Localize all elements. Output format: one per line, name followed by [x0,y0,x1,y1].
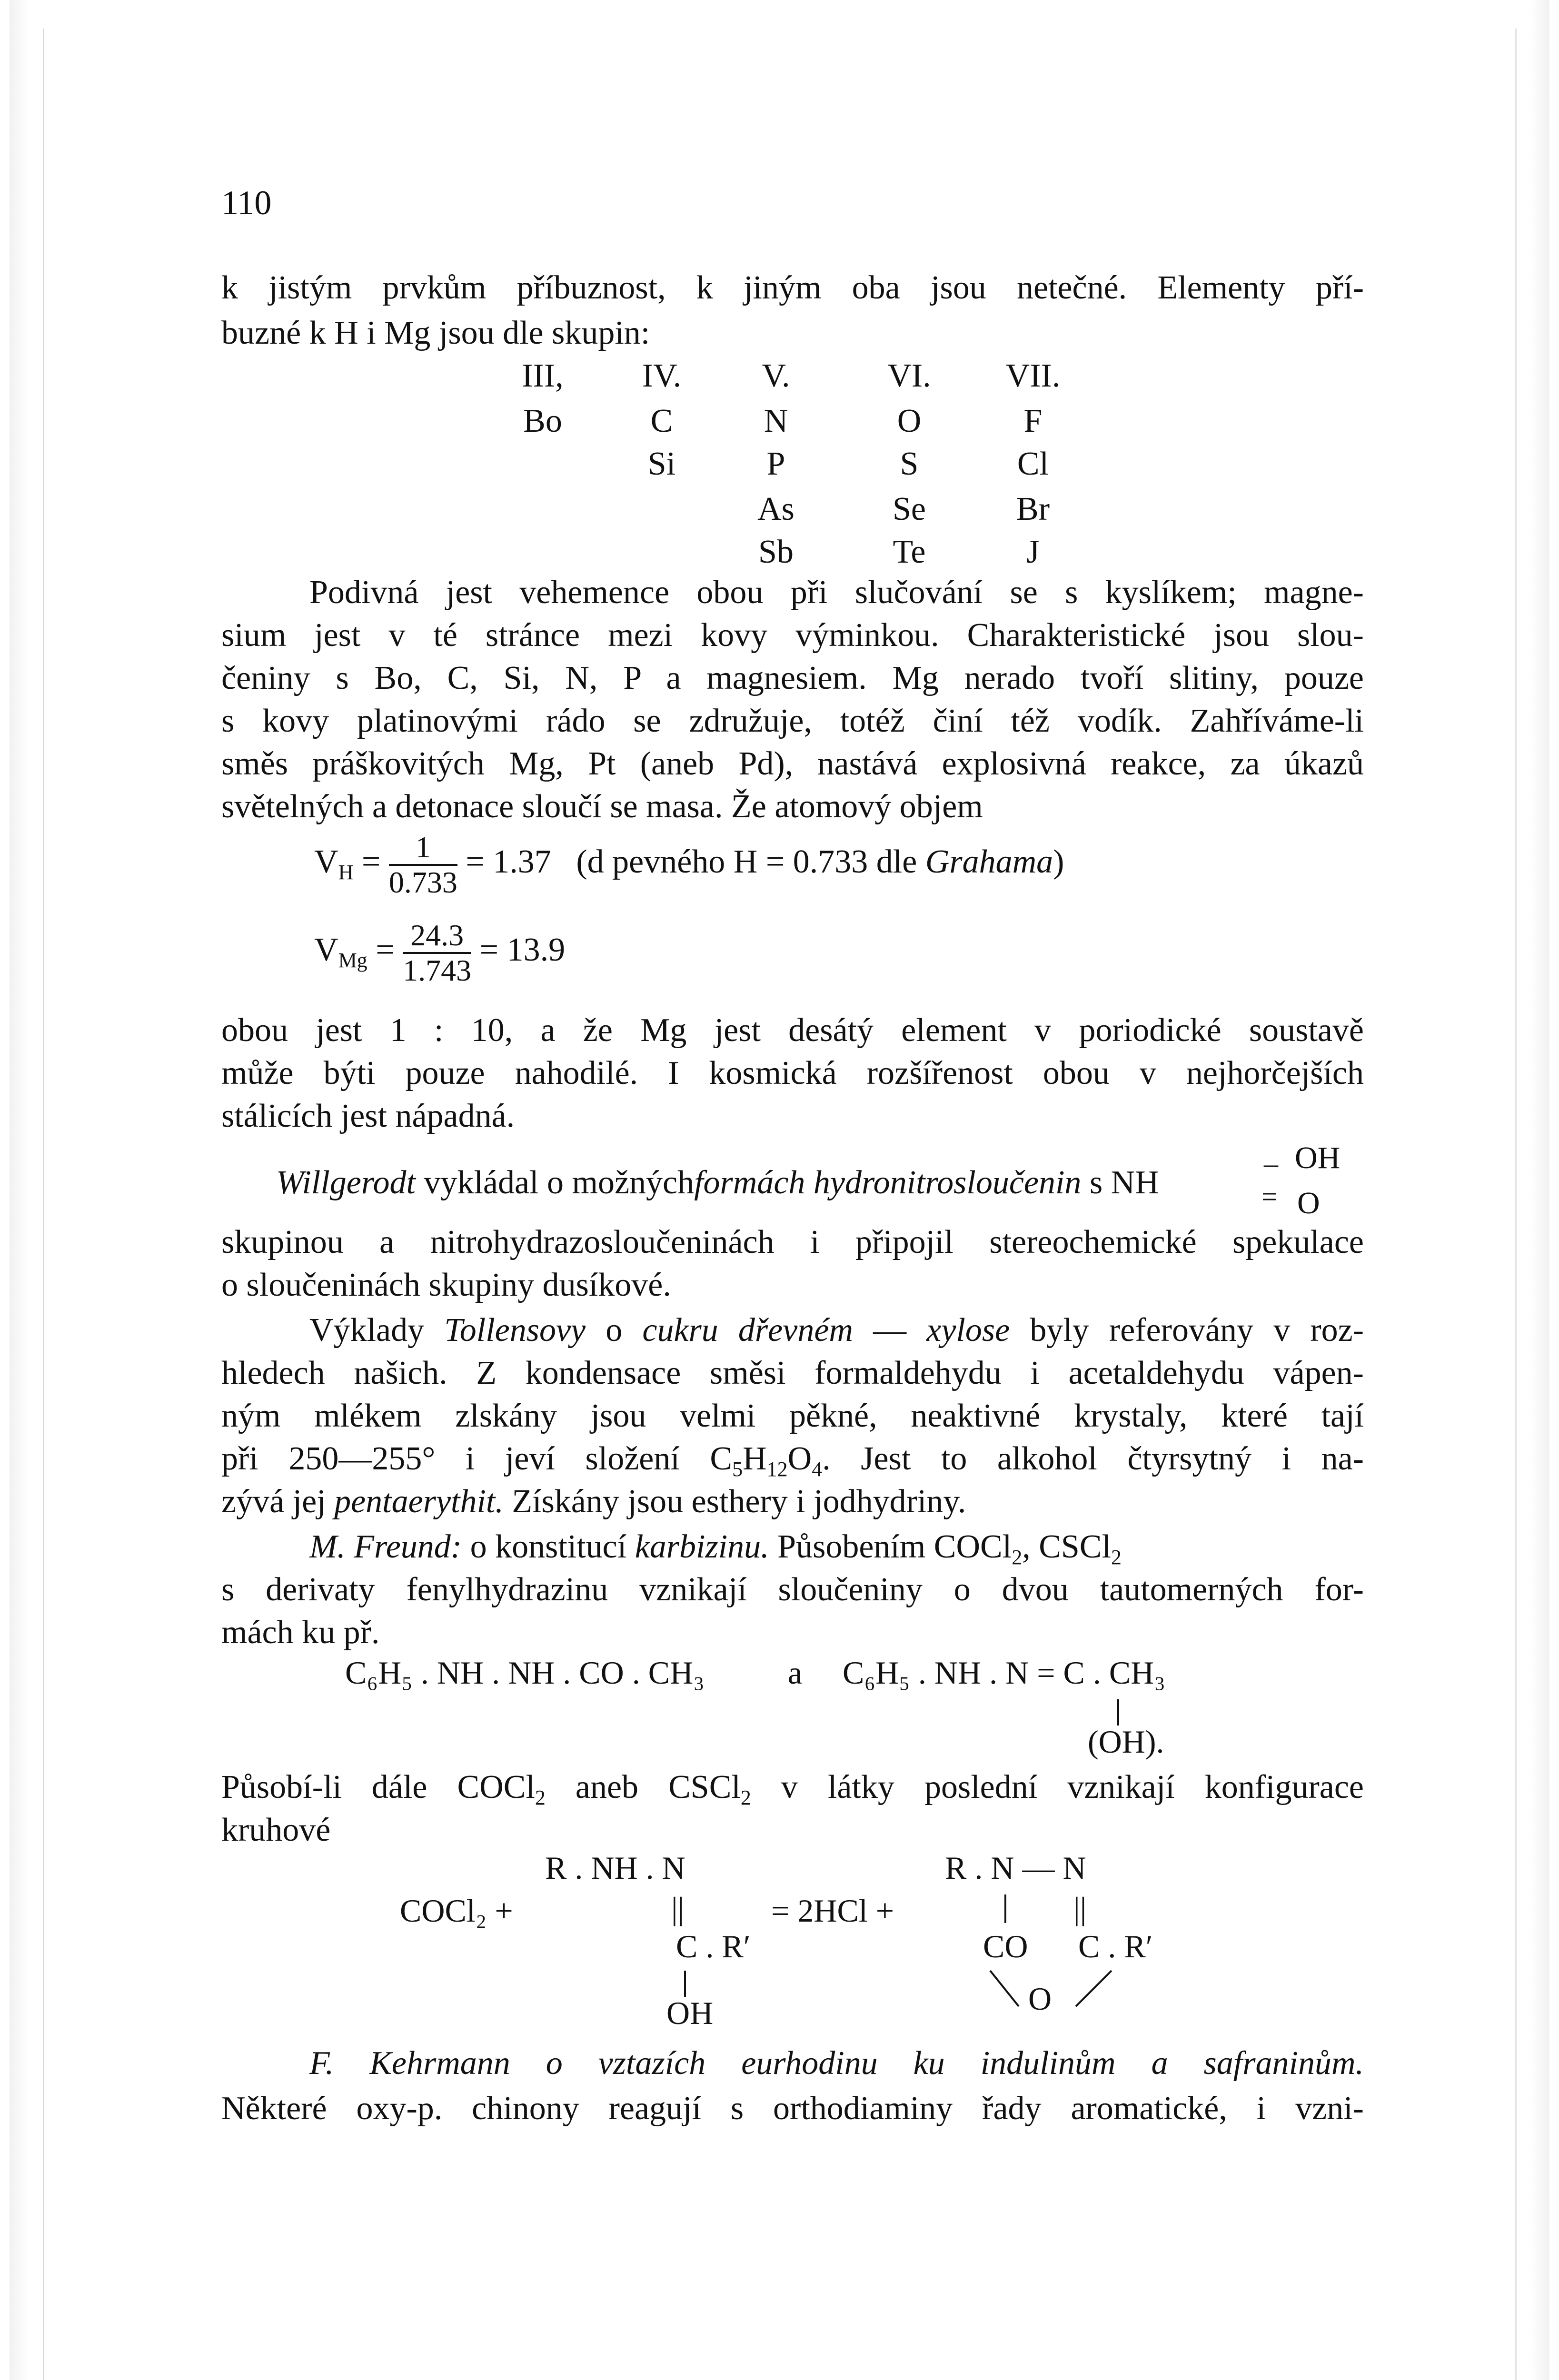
element-cell: J [1026,534,1040,570]
subscript: 2 [740,1786,751,1809]
text-line: s derivaty fenylhydrazinu vznikají sloučeniny o dvou tautomerných for- [221,1571,1364,1608]
fraction-numerator: 24.3 [403,919,471,954]
text-span: — [873,1312,907,1349]
formula-vh [314,831,1064,899]
reactant-cr: C . R′ [676,1928,751,1964]
text-span: o konstitucí [470,1528,627,1565]
text-span: při 250—255° i jeví složení C [221,1440,733,1477]
formula-result: = 1.37 [466,843,551,881]
text-line: o sloučeninách skupiny dusíkové. [221,1267,671,1303]
bond-line [684,1971,686,1997]
reactant-cocl2: COCl₂ + [400,1893,513,1929]
work-title: formách hydronitrosloučenin [694,1164,1082,1201]
work-title: karbizinu. [635,1528,769,1565]
oxygen-bridge-bonds [985,1966,1119,2018]
freund-line-1 [309,1528,1122,1569]
text-span: , CSCl [1022,1528,1111,1565]
subscript: 5 [732,1458,743,1481]
group-header: VII. [1005,357,1061,394]
tollens-line-1 [309,1311,1364,1349]
intro-line-1: k jistým prvkům příbuznost, k jiným oba jsou netečné. Elementy pří- [221,269,1364,306]
equals-sign: = [376,932,395,969]
element-cell: P [766,446,785,482]
fraction-denominator: 0.733 [388,865,457,899]
group-header: IV. [642,357,682,394]
subscript: 2 [1012,1546,1023,1569]
text-span: s NH [1089,1164,1159,1201]
group-header: III, [522,357,564,394]
text-span: Výklady [309,1312,425,1349]
fraction [389,831,457,899]
element-cell: Sb [758,534,794,570]
bond-line [1117,1699,1119,1726]
fraction-denominator: 1.743 [403,953,472,987]
text-span: Působením COCl [777,1528,1012,1565]
fraction-numerator: 1 [389,831,457,866]
scan-edge-left [10,0,29,2380]
double-bond: || [1073,1890,1087,1926]
intro-line-2: buzné k H i Mg jsou dle skupin: [221,315,650,351]
subscript: 12 [766,1458,788,1481]
text-span: zývá jej [221,1483,326,1520]
formula-note-close: ) [1053,843,1064,881]
author-name: Willgerodt [276,1164,416,1201]
text-line: Podivná jest vehemence obou při slučování se s kyslíkem; magne- [309,574,1364,611]
text-line: směs práškovitých Mg, Pt (aneb Pd), nastává explosivná reakce, za úkazů [221,745,1364,782]
formula-note: (d pevného H = 0.733 dle [576,843,917,881]
kehrmann-heading: F. Kehrmann o vztazích eurhodinu ku indulinům a safraninům. [309,2045,1364,2082]
text-span: byly referovány v roz- [1030,1312,1364,1349]
text-span: Získány jsou esthery i jodhydriny. [512,1483,966,1520]
text-line: ným mlékem zlskány jsou velmi pěkné, neaktivné krystaly, které tají [221,1398,1364,1434]
text-line: s kovy platinovými rádo se združuje, totéž činí též vodík. Zahříváme-li [221,703,1364,739]
tollens-line-5 [221,1483,966,1521]
reactant-oh: OH [666,1995,714,2031]
formula-vmg [314,919,565,987]
formula-note-author: Grahama [925,843,1053,881]
reactant-top: R . NH . N [545,1850,685,1886]
tollens-line-4 [221,1440,1364,1481]
bond-line [1004,1894,1006,1923]
ring-co: CO [983,1928,1028,1964]
element-cell: C [650,403,673,439]
single-bond: – [1264,1148,1278,1179]
element-cell: Bo [523,403,562,439]
text-span: . Jest to alkohol čtyrsytný i na- [822,1440,1364,1477]
text-line: čeniny s Bo, C, Si, N, P a magnesiem. Mg nerado tvoří slitiny, pouze [221,660,1364,696]
fraction [403,919,471,987]
ring-oxygen: O [1028,1981,1052,2017]
element-cell: Br [1016,491,1050,527]
scan-edge-right [1530,0,1549,2380]
element-cell: Se [893,491,926,527]
element-cell: As [757,491,794,527]
text-span: o [606,1312,623,1349]
willgerodt-line [276,1164,1159,1202]
ring-top: R . N — N [945,1850,1086,1886]
text-span: aneb CSCl [575,1769,741,1805]
text-line: hledech našich. Z kondensace směsi formaldehydu i acetaldehydu vápen- [221,1355,1364,1391]
tautomer-and: a [788,1655,803,1691]
text-span: v látky poslední vznikají konfigurace [781,1769,1364,1805]
text-line: může býti pouze nahodilé. I kosmická rozšířenost obou v nejhorčejších [221,1055,1364,1091]
formula-lhs: V [314,932,338,969]
text-span: H [743,1440,767,1477]
formula-lhs-sub: Mg [338,949,367,972]
text-line: mách ku př. [221,1614,380,1651]
author-name: Tollensovy [444,1312,586,1349]
element-cell: O [897,403,922,439]
para3-line-1 [221,1768,1364,1810]
double-bond: = [1261,1181,1278,1212]
group-header: V. [762,357,790,394]
work-title: cukru dřevném [642,1312,853,1349]
subscript: 4 [812,1458,823,1481]
ring-cr: C . R′ [1078,1928,1153,1964]
tautomer-left: C₆H₅ . NH . NH . CO . CH₃ [345,1655,705,1691]
text-span: O [787,1440,812,1477]
text-line: skupinou a nitrohydrazosloučeninách i připojil stereochemické spekulace [221,1224,1364,1260]
tautomer-right: C₆H₅ . NH . N = C . CH₃ [843,1655,1166,1691]
text-line: Některé oxy-p. chinony reagují s orthodiaminy řady aromatické, i vzni- [221,2090,1364,2127]
subscript: 2 [535,1786,546,1809]
text-line: stálicích jest nápadná. [221,1098,515,1134]
equation-products: = 2HCl + [771,1893,894,1929]
subscript: 2 [1111,1546,1122,1569]
element-cell: Si [647,446,676,482]
element-cell: Te [893,534,926,570]
text-line: obou jest 1 : 10, a že Mg jest desátý element v poriodické soustavě [221,1012,1364,1049]
double-bond: || [671,1890,685,1926]
page-number: 110 [221,184,272,222]
formula-lhs: V [314,843,338,881]
oxygen-label: O [1297,1186,1320,1220]
formula-result: = 13.9 [479,932,566,969]
author-name: M. Freund: [309,1528,462,1565]
formula-lhs-sub: H [338,861,354,884]
group-header: VI. [887,357,931,394]
text-line: světelných a detonace sloučí se masa. Že atomový objem [221,788,983,825]
element-cell: N [764,403,788,439]
hydroxyl-label: OH [1295,1140,1341,1175]
text-span: Působí-li dále COCl [221,1769,535,1805]
text-line: kruhové [221,1812,331,1848]
work-title: xylose [926,1312,1010,1349]
equals-sign: = [361,843,381,881]
text-span: vykládal o možných [424,1164,695,1201]
compound-name: pentaerythit. [334,1483,504,1520]
element-cell: F [1023,403,1043,439]
text-line: sium jest v té stránce mezi kovy výminkou. Charakteristické jsou slou- [221,617,1364,654]
tautomer-oh: (OH). [1088,1724,1164,1760]
element-cell: Cl [1017,446,1049,482]
element-cell: S [900,446,919,482]
